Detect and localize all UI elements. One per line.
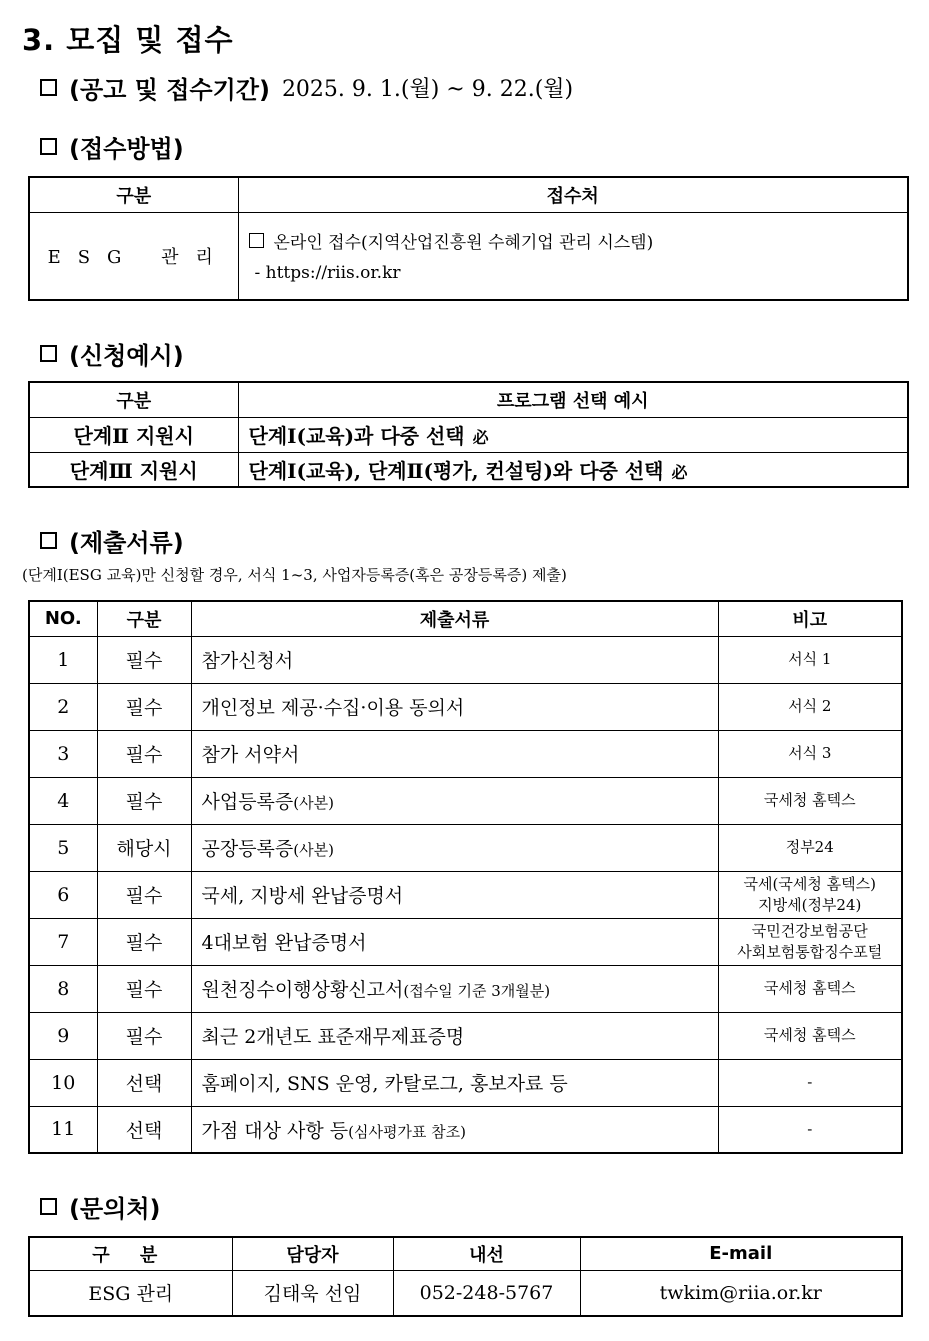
checkbox-square-icon	[40, 1198, 57, 1215]
doc-type: 필수	[97, 636, 191, 683]
doc-no: 5	[29, 824, 97, 871]
table-row	[29, 452, 908, 487]
doc-no: 8	[29, 965, 97, 1012]
example-header-category: 구분	[29, 382, 238, 417]
table-row	[29, 871, 902, 918]
doc-remark: 정부24	[785, 838, 834, 856]
checkbox-square-icon	[40, 79, 57, 96]
example-heading	[40, 336, 184, 371]
docs-header-no: NO.	[29, 601, 97, 636]
checkbox-square-icon	[249, 233, 264, 248]
doc-remark: 국세청 홈텍스	[763, 979, 856, 997]
table-row	[29, 1270, 902, 1316]
contact-person: 김태욱 선임	[232, 1270, 393, 1316]
doc-type: 필수	[97, 871, 191, 918]
docs-table	[28, 600, 903, 1154]
table-row	[29, 824, 902, 871]
doc-remark: -	[807, 1073, 813, 1091]
method-line2: - https://riis.or.kr	[254, 263, 401, 284]
doc-type: 필수	[97, 777, 191, 824]
doc-note: (사본)	[293, 841, 334, 859]
doc-no: 11	[29, 1106, 97, 1153]
docs-note: (단계Ⅰ(ESG 교육)만 신청할 경우, 서식 1~3, 사업자등록증(혹은 공장등록증) 제출)	[22, 566, 567, 584]
method-table	[28, 176, 909, 301]
doc-type: 필수	[97, 1012, 191, 1059]
doc-type: 해당시	[97, 824, 191, 871]
doc-remark-cell	[718, 965, 902, 1012]
table-row	[29, 636, 902, 683]
table-row	[29, 777, 902, 824]
doc-name: 참가 서약서	[201, 744, 300, 766]
contact-email[interactable]: twkim@riia.or.kr	[580, 1270, 902, 1316]
doc-cell	[191, 965, 718, 1012]
doc-name: 4대보험 완납증명서	[201, 932, 367, 954]
docs-header-remark: 비고	[718, 601, 902, 636]
table-row	[29, 965, 902, 1012]
example-table	[28, 381, 909, 488]
doc-cell	[191, 871, 718, 918]
doc-remark-cell	[718, 1012, 902, 1059]
doc-remark-cell	[718, 683, 902, 730]
doc-remark: 국세청 홈텍스	[763, 791, 856, 809]
doc-name: 가점 대상 사항 등	[201, 1119, 349, 1142]
method-category: ESG 관리	[29, 212, 238, 300]
doc-no: 3	[29, 730, 97, 777]
doc-name: 최근 2개년도 표준재무제표증명	[201, 1026, 465, 1048]
table-row	[29, 1106, 902, 1153]
doc-name: 참가신청서	[201, 650, 294, 672]
doc-remark-2: 사회보험통합징수포털	[737, 942, 883, 961]
contact-header-category: 구 분	[29, 1237, 232, 1270]
contact-phone: 052-248-5767	[393, 1270, 580, 1316]
example-header-program: 프로그램 선택 예시	[238, 382, 908, 417]
doc-remark-cell	[718, 777, 902, 824]
doc-cell	[191, 1012, 718, 1059]
doc-name: 공장등록증	[201, 838, 294, 860]
doc-type: 선택	[97, 1059, 191, 1106]
doc-type: 필수	[97, 918, 191, 965]
period-value: 2025. 9. 1.(월) ~ 9. 22.(월)	[281, 77, 574, 102]
doc-no: 6	[29, 871, 97, 918]
table-row	[29, 417, 908, 452]
doc-cell	[191, 636, 718, 683]
docs-header-type: 구분	[97, 601, 191, 636]
example-category: 단계Ⅱ 지원시	[29, 417, 238, 452]
table-row	[29, 1059, 902, 1106]
required-mark: 必	[472, 428, 489, 447]
doc-remark: -	[807, 1119, 813, 1138]
doc-no: 10	[29, 1059, 97, 1106]
table-row	[29, 918, 902, 965]
contact-header-email: E-mail	[580, 1237, 902, 1270]
table-row	[29, 683, 902, 730]
example-text-value: 단계Ⅰ(교육), 단계Ⅱ(평가, 컨설팅)와 다중 선택	[248, 458, 664, 483]
doc-remark-cell	[718, 824, 902, 871]
doc-cell	[191, 1106, 718, 1153]
required-mark: 必	[671, 462, 688, 482]
contact-table	[28, 1236, 903, 1317]
doc-type: 필수	[97, 965, 191, 1012]
doc-no: 2	[29, 683, 97, 730]
doc-cell	[191, 683, 718, 730]
table-row	[29, 730, 902, 777]
table-row	[29, 1012, 902, 1059]
checkbox-square-icon	[40, 138, 57, 155]
period-label: (공고 및 접수기간)	[69, 76, 270, 104]
method-detail	[238, 212, 908, 300]
contact-header-person: 담당자	[232, 1237, 393, 1270]
contact-heading	[40, 1189, 161, 1224]
doc-remark: 서식 3	[788, 744, 832, 762]
doc-type: 필수	[97, 683, 191, 730]
doc-remark: 국세청 홈텍스	[763, 1026, 856, 1044]
doc-remark: 서식 1	[788, 650, 832, 668]
example-category: 단계Ⅲ 지원시	[29, 452, 238, 487]
doc-remark-cell	[718, 871, 902, 918]
doc-type: 선택	[97, 1106, 191, 1153]
docs-heading	[40, 523, 184, 558]
doc-remark-cell	[718, 636, 902, 683]
checkbox-square-icon	[40, 345, 57, 362]
doc-name: 원천징수이행상황신고서	[201, 979, 404, 1001]
doc-remark: 서식 2	[788, 697, 832, 715]
doc-remark-cell	[718, 1106, 902, 1153]
doc-no: 1	[29, 636, 97, 683]
period-section	[40, 70, 573, 105]
method-heading-text: (접수방법)	[69, 135, 184, 163]
doc-cell	[191, 824, 718, 871]
doc-no: 9	[29, 1012, 97, 1059]
method-header-category: 구분	[29, 177, 238, 212]
doc-remark: 국민건강보험공단	[751, 921, 868, 940]
doc-name: 홈페이지, SNS 운영, 카탈로그, 홍보자료 등	[201, 1073, 568, 1095]
example-text	[238, 417, 908, 452]
doc-cell	[191, 777, 718, 824]
doc-note: (접수일 기준 3개월분)	[403, 982, 551, 1000]
doc-no: 4	[29, 777, 97, 824]
doc-remark-cell	[718, 730, 902, 777]
doc-name: 개인정보 제공·수집·이용 동의서	[201, 697, 465, 719]
doc-name: 국세, 지방세 완납증명서	[201, 885, 404, 907]
doc-note: (사본)	[293, 794, 334, 812]
docs-heading-text: (제출서류)	[69, 529, 184, 557]
example-text-value: 단계Ⅰ(교육)과 다중 선택	[248, 424, 465, 448]
page-title: 3. 모집 및 접수	[22, 23, 234, 57]
method-line1: 온라인 접수(지역산업진흥원 수혜기업 관리 시스템)	[273, 233, 654, 254]
doc-type: 필수	[97, 730, 191, 777]
doc-remark-2: 지방세(정부24)	[758, 895, 862, 914]
example-heading-text: (신청예시)	[69, 342, 184, 370]
doc-cell	[191, 730, 718, 777]
contact-header-phone: 내선	[393, 1237, 580, 1270]
doc-remark-cell	[718, 1059, 902, 1106]
method-heading	[40, 129, 184, 164]
doc-cell	[191, 1059, 718, 1106]
doc-cell	[191, 918, 718, 965]
doc-name: 사업등록증	[201, 791, 294, 813]
example-text	[238, 452, 908, 487]
method-header-place: 접수처	[238, 177, 908, 212]
doc-remark: 국세(국세청 홈텍스)	[743, 874, 876, 893]
doc-no: 7	[29, 918, 97, 965]
contact-heading-text: (문의처)	[69, 1195, 161, 1223]
docs-header-doc: 제출서류	[191, 601, 718, 636]
checkbox-square-icon	[40, 532, 57, 549]
contact-category: ESG 관리	[29, 1270, 232, 1316]
doc-note: (심사평가표 참조)	[348, 1122, 467, 1141]
doc-remark-cell	[718, 918, 902, 965]
